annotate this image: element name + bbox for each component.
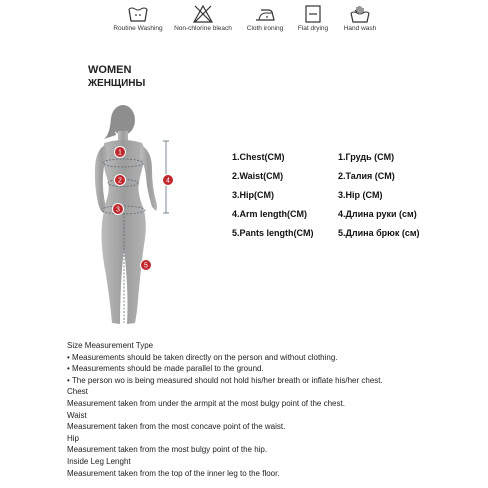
care-label: Flat drying <box>297 25 329 32</box>
care-label: Routine Washing <box>113 25 163 32</box>
measurement-list-en <box>232 148 314 243</box>
care-item-hand-wash <box>338 4 382 32</box>
no-bleach-icon <box>192 4 214 24</box>
measurement-list-ru <box>338 148 420 243</box>
flat-dry-icon <box>303 4 323 24</box>
measurement-item-waist-en: 2.Waist(CM) <box>232 171 284 181</box>
care-instructions <box>0 0 488 44</box>
notes-heading-inside-leg: Inside Leg Lenght <box>67 456 131 466</box>
marker-2 <box>115 175 126 186</box>
notes-text-hip: Measurement taken from the most bulgy point of the hip. <box>67 445 268 455</box>
woman-silhouette <box>95 105 157 324</box>
measurement-item-arm-en: 4.Arm length(CM) <box>232 209 307 219</box>
hand-wash-icon <box>348 4 372 24</box>
body-figure <box>60 95 190 335</box>
notes-text-chest: Measurement taken from under the armpit at the most bulgy point of the chest. <box>67 398 345 408</box>
heading-women-en: WOMEN <box>88 64 132 76</box>
notes-text-inside-leg: Measurement taken from the top of the inner leg to the floor. <box>67 468 280 478</box>
measurement-item-chest-en: 1.Chest(CM) <box>232 152 285 162</box>
notes-bullet: • Measurements should be taken directly on the person and without clothing. <box>67 352 338 362</box>
care-label: Cloth ironing <box>246 25 284 32</box>
notes-bullet: • Measurements should be made parallel to the ground. <box>67 364 264 374</box>
svg-text:4: 4 <box>166 177 170 185</box>
measurement-notes <box>67 340 482 479</box>
svg-text:3: 3 <box>116 206 120 214</box>
heading-women-ru: ЖЕНЩИНЫ <box>88 78 146 89</box>
care-label: Hand wash <box>343 25 377 32</box>
marker-3 <box>113 204 124 215</box>
marker-1 <box>115 147 126 158</box>
care-item-bleach <box>172 4 234 32</box>
iron-icon <box>253 4 277 24</box>
measurement-item-pants-ru: 5.Длина брюк (см) <box>338 228 420 238</box>
svg-text:1: 1 <box>118 149 122 157</box>
care-label: Non-chlorine bleach <box>174 25 232 32</box>
notes-bullet: • The person wo is being measured should not hold his/her breath or inflate his/her chest. <box>67 375 383 385</box>
notes-title: Size Measurement Type <box>67 341 154 350</box>
notes-heading-waist: Waist <box>67 410 87 420</box>
svg-text:2: 2 <box>118 177 122 185</box>
care-item-washing <box>110 4 166 32</box>
svg-text:5: 5 <box>144 262 148 270</box>
measurement-item-pants-en: 5.Pants length(CM) <box>232 228 314 238</box>
measurement-item-hip-ru: 3.Hip (CM) <box>338 190 383 200</box>
measurement-item-hip-en: 3.Hip(CM) <box>232 190 274 200</box>
notes-heading-chest: Chest <box>67 387 88 397</box>
marker-4 <box>163 175 174 186</box>
marker-5 <box>141 260 152 271</box>
measurement-item-chest-ru: 1.Грудь (CM) <box>338 152 395 162</box>
care-item-flat-dry <box>293 4 333 32</box>
notes-text-waist: Measurement taken from the most concave point of the waist. <box>67 422 286 432</box>
measurement-item-waist-ru: 2.Талия (CM) <box>338 171 395 181</box>
measurement-item-arm-ru: 4.Длина руки (см) <box>338 209 417 219</box>
washing-tub-icon <box>127 4 149 24</box>
notes-heading-hip: Hip <box>67 433 80 443</box>
care-item-ironing <box>242 4 288 32</box>
